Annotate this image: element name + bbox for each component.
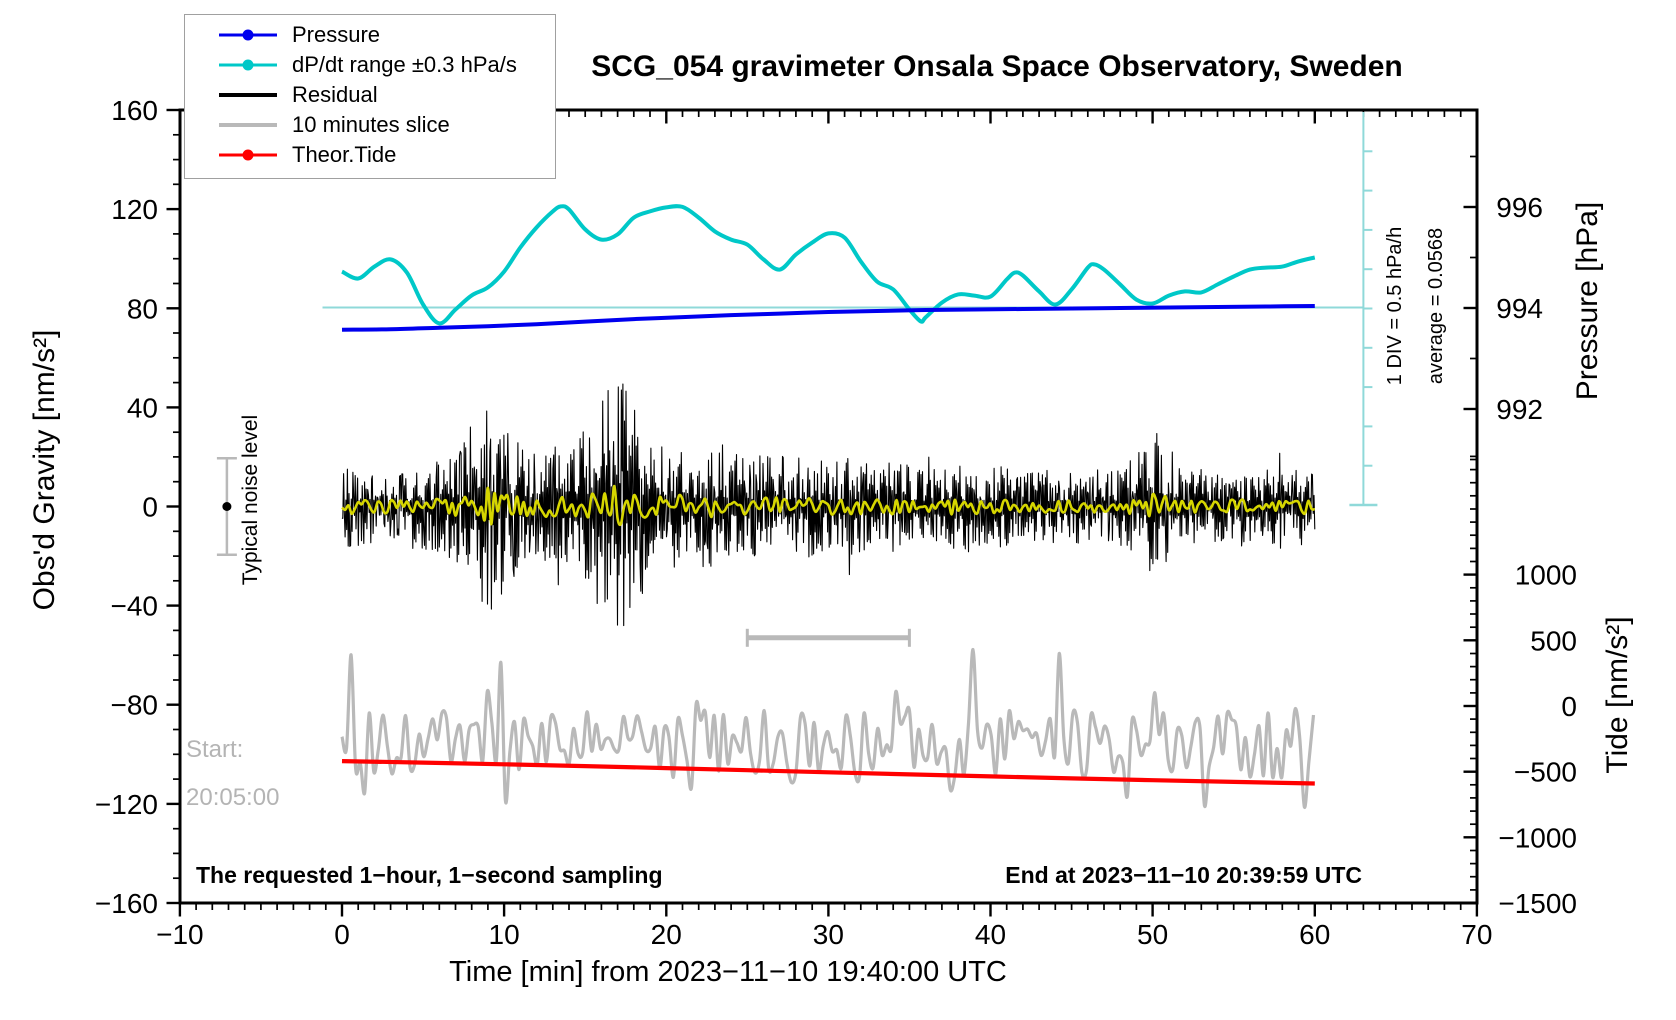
svg-text:0: 0	[142, 491, 158, 523]
slice-window-bar	[747, 629, 909, 647]
legend-item-4	[185, 140, 555, 170]
pressure-axis-ticks	[1464, 157, 1544, 460]
legend-item-label: 10 minutes slice	[292, 112, 450, 137]
legend-marker-dot	[243, 60, 254, 71]
tide-axis-title: Tide [nm/s²]	[1601, 616, 1634, 774]
slice-start-time-label	[186, 726, 279, 822]
svg-text:−80: −80	[110, 689, 158, 721]
svg-text:500: 500	[1530, 625, 1577, 657]
svg-text:80: 80	[126, 293, 158, 325]
legend-line-sample	[219, 148, 277, 162]
pressure-curve	[342, 306, 1315, 330]
pressure-axis-title: Pressure [hPa]	[1571, 201, 1604, 401]
svg-text:10: 10	[488, 919, 520, 950]
legend-item-2	[185, 80, 555, 110]
svg-text:−500: −500	[1513, 756, 1577, 788]
svg-text:30: 30	[812, 919, 844, 950]
legend-box	[184, 14, 556, 179]
svg-text:994: 994	[1496, 293, 1543, 325]
legend-item-0	[185, 20, 555, 50]
slice-curve	[342, 649, 1314, 807]
svg-text:992: 992	[1496, 394, 1543, 426]
legend-line	[219, 93, 277, 97]
legend-line-sample	[219, 118, 277, 132]
typical-noise-level-label: Typical noise level	[239, 414, 262, 586]
svg-text:60: 60	[1299, 919, 1331, 950]
legend-item-label: Residual	[292, 82, 378, 107]
svg-text:−160: −160	[94, 887, 158, 919]
div-scale-label: 1 DIV = 0.5 hPa/h	[1384, 226, 1406, 386]
svg-text:0: 0	[1561, 690, 1577, 722]
svg-text:−1000: −1000	[1498, 822, 1577, 854]
svg-text:−1500: −1500	[1498, 887, 1577, 919]
svg-text:70: 70	[1461, 919, 1493, 950]
legend-item-3	[185, 110, 555, 140]
noise-level-errorbar	[217, 458, 237, 555]
legend-item-label: dP/dt range ±0.3 hPa/s	[292, 52, 517, 77]
legend-item-label: Theor.Tide	[292, 142, 397, 167]
tide-axis-ticks	[1464, 456, 1578, 919]
svg-text:120: 120	[111, 194, 158, 226]
legend-marker-dot	[243, 30, 254, 41]
svg-text:−10: −10	[156, 919, 204, 950]
legend-line-sample	[219, 28, 277, 42]
legend-marker-dot	[243, 150, 254, 161]
svg-text:40: 40	[974, 919, 1007, 950]
sampling-note: The requested 1−hour, 1−second sampling	[196, 862, 663, 888]
end-time-note: End at 2023−11−10 20:39:59 UTC	[1005, 862, 1362, 888]
gravity-axis-ticks	[95, 95, 180, 919]
noise-level-dot	[222, 502, 231, 511]
svg-text:996: 996	[1496, 191, 1543, 223]
svg-text:40: 40	[126, 392, 158, 424]
x-axis-title: Time [min] from 2023−11−10 19:40:00 UTC	[449, 956, 1007, 988]
legend-line-sample	[219, 88, 277, 102]
svg-text:160: 160	[111, 95, 158, 127]
svg-text:20: 20	[650, 919, 682, 950]
legend-item-label: Pressure	[292, 22, 381, 47]
start-label-line2: 20:05:00	[186, 784, 280, 811]
legend-item-1	[185, 50, 555, 80]
start-label-line1: Start:	[186, 736, 244, 763]
legend-line	[219, 123, 277, 127]
average-dpdt-label: average = 0.0568	[1425, 227, 1447, 385]
svg-text:1000: 1000	[1514, 559, 1577, 591]
legend-line-sample	[219, 58, 277, 72]
svg-text:−120: −120	[94, 788, 158, 820]
chart-title: SCG_054 gravimeter Onsala Space Observatory, Sweden	[591, 50, 1403, 83]
gravity-axis-title: Obs'd Gravity [nm/s²]	[28, 329, 61, 611]
svg-text:−40: −40	[110, 590, 158, 622]
svg-text:0: 0	[334, 919, 350, 950]
svg-text:50: 50	[1137, 919, 1169, 950]
